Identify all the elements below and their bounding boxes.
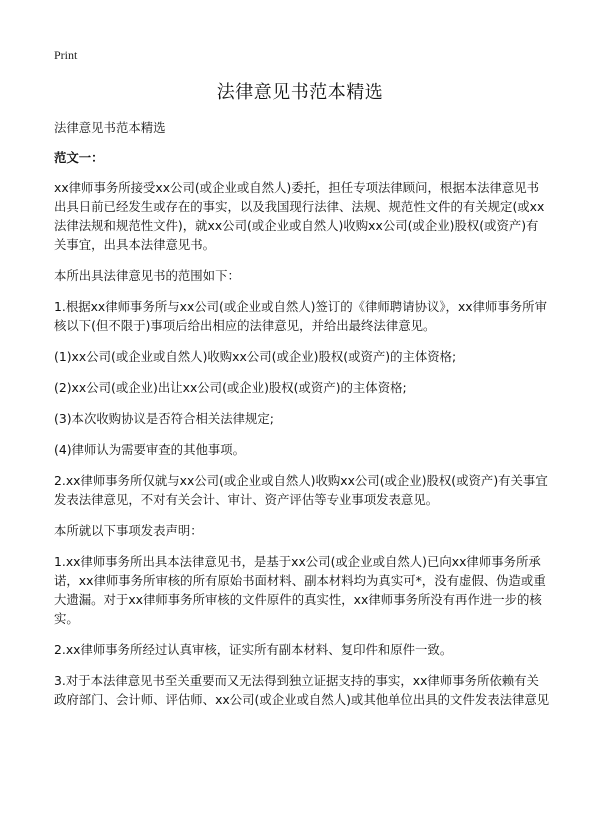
- paragraph-intro: xx律师事务所接受xx公司(或企业或自然人)委托，担任专项法律顾问，根据本法律意见书出具日前已经发生或存在的事实，以及我国现行法律、法规、规范性文件的有关规定(或xx法律法规和规范性文件)，就xx公司(或企业或自然人)收购xx公司(或企业)股权(或资产)有关事宜，出具本法律意见书。: [54, 180, 545, 252]
- paragraph-scope-item-1: 1.根据xx律师事务所与xx公司(或企业或自然人)签订的《律师聘请协议》，xx律师事务所审核以下(但不限于)事项后给出相应的法律意见，并给出最终法律意见。: [54, 299, 547, 333]
- paragraph-sub-item-3: (3)本次收购协议是否符合相关法律规定;: [54, 411, 274, 426]
- paragraph-scope: 本所出具法律意见书的范围如下：: [54, 268, 240, 283]
- paragraph-declaration-item-1: 1.xx律师事务所出具本法律意见书，是基于xx公司(或企业或自然人)已向xx律师事务所承诺，xx律师事务所审核的所有原始书面材料、副本材料均为真实可*，没有虚假、伪造或重大遗漏。对于xx律师事务所审核的文件原件的真实性，xx律师事务所没有再作进一步的核实。: [54, 554, 546, 626]
- paragraph-scope-item-2: 2.xx律师事务所仅就与xx公司(或企业或自然人)收购xx公司(或企业)股权(或资产)有关事宜发表法律意见，不对有关会计、审计、资产评估等专业事项发表意见。: [54, 473, 548, 507]
- paragraph-sub-item-2: (2)xx公司(或企业)出让xx公司(或企业)股权(或资产)的主体资格;: [54, 380, 407, 395]
- paragraph-declaration: 本所就以下事项发表声明：: [54, 523, 203, 538]
- document-title: 法律意见书范本精选: [216, 82, 384, 103]
- section-heading: 范文一：: [54, 150, 104, 165]
- print-label: Print: [54, 48, 78, 62]
- document-subtitle: 法律意见书范本精选: [54, 120, 166, 135]
- paragraph-sub-item-4: (4)律师认为需要审查的其他事项。: [54, 442, 246, 457]
- paragraph-declaration-item-2: 2.xx律师事务所经过认真审核，证实所有副本材料、复印件和原件一致。: [54, 642, 453, 657]
- document-body: [54, 118, 550, 721]
- paragraph-sub-item-1: (1)xx公司(或企业或自然人)收购xx公司(或企业)股权(或资产)的主体资格;: [54, 349, 457, 364]
- paragraph-declaration-item-3: 3.对于本法律意见书至关重要而又无法得到独立证据支持的事实，xx律师事务所依赖有关政府部门、会计师、评估师、xx公司(或企业或自然人)或其他单位出具的文件发表法律意见: [54, 673, 550, 707]
